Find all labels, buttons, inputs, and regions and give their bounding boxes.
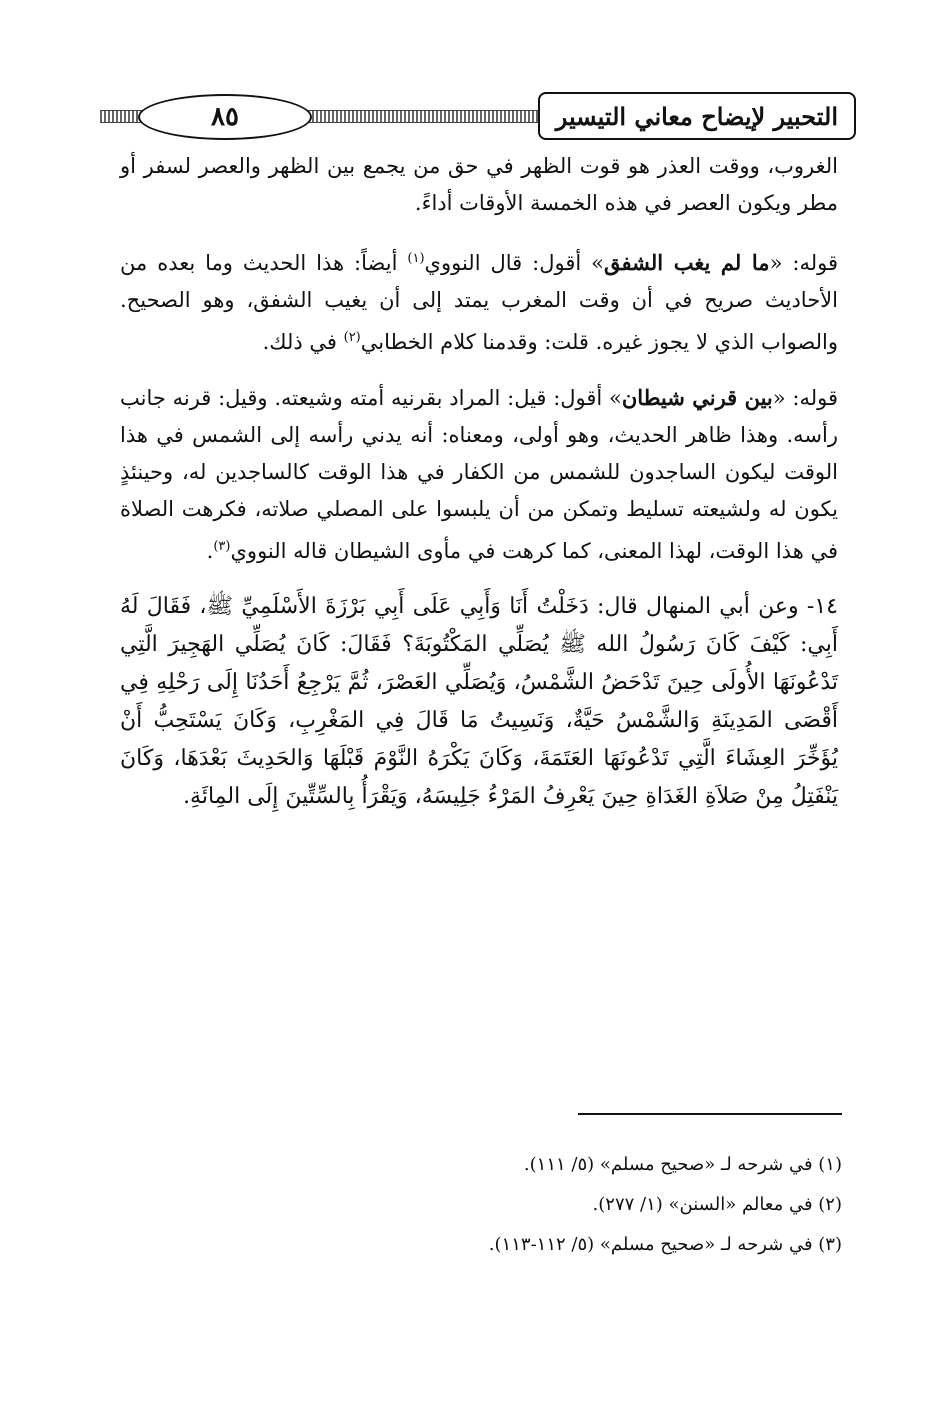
p2-intro: قوله: «	[769, 251, 838, 275]
running-header	[100, 92, 856, 146]
book-title: التحبير لإيضاح معاني التيسير	[538, 92, 856, 140]
p3-text-a: » أقول: قيل: المراد بقرنيه أمته وشيعته. وقيل: قرنه جانب رأسه. وهذا ظاهر الحديث، وهو أولى، ومعناه: أنه يدني رأسه إلى الشمس في هذا الوقت ليكون الساجدون للشمس من الكفار في هذا الوقت كالساجدين له، وحينئذٍ يكون له ولشيعته تسليط وتمكن من أن يلبسوا على المصلي صلاته، فكرهت الصلاة في هذا الوقت، لهذا المعنى، كما كرهت في مأوى الشيطان قاله النووي	[120, 386, 838, 563]
p2-text-a: » أقول: قال النووي	[424, 251, 605, 275]
p2-text-c: في ذلك.	[262, 330, 344, 354]
paragraph-1: الغروب، ووقت العذر هو قوت الظهر في حق من يجمع بين الظهر والعصر لسفر أو مطر ويكون العصر في هذه الخمسة الأوقات أداءً.	[120, 154, 838, 215]
paragraph-2	[120, 240, 838, 361]
p2-text-b: أيضاً: هذا الحديث وما بعده من الأحاديث صريح في أن وقت المغرب يمتد إلى أن يغيب الشفق، وهو الصحيح. والصواب الذي لا يجوز غيره. قلت: وقدمنا كلام الخطابي	[120, 251, 838, 354]
main-text	[120, 148, 838, 834]
p3-intro: قوله: «	[772, 386, 838, 410]
footnote-ref-2[interactable]: (٢)	[343, 330, 361, 345]
p3-text-b: .	[206, 539, 214, 563]
hadith-14	[120, 588, 838, 816]
hadith-lead: ١٤- وعن أبي المنهال قال:	[588, 594, 838, 619]
footnote-3: (٣) في شرحه لـ «صحيح مسلم» (٥/ ١١٢-١١٣).	[488, 1234, 842, 1255]
hadith-text: دَخَلْتُ أَنَا وَأَبِي عَلَى أَبِي بَرْزَةَ الأَسْلَمِيِّ ﷺ، فَقَالَ لَهُ أَبِي: كَيْفَ كَانَ رَسُولُ الله ﷺ يُصَلِّي المَكْتُوبَةَ؟ فَقَالَ: كَانَ يُصَلِّي الهَجِيرَ الَّتِي تَدْعُونَهَا الأُولَى حِينَ تَدْحَضُ الشَّمْسُ، وَيُصَلِّي العَصْرَ، ثُمَّ يَرْجِعُ أَحَدُنَا إِلَى رَحْلِهِ فِي أَقْصَى المَدِينَةِ وَالشَّمْسُ حَيَّةٌ، وَنَسِيتُ مَا قَالَ فِي المَغْرِبِ، وَكَانَ يَسْتَحِبُّ أَنْ يُؤَخِّرَ العِشَاءَ الَّتِي تَدْعُونَهَا العَتَمَةَ، وَكَانَ يَكْرَهُ النَّوْمَ قَبْلَهَا وَالحَدِيثَ بَعْدَهَا، وَكَانَ يَنْفَتِلُ مِنْ صَلاَةِ الغَدَاةِ حِينَ يَعْرِفُ المَرْءُ جَلِيسَهُ، وَيَقْرَأُ بِالسِّتِّينَ إِلَى المِائَةِ.	[120, 594, 838, 809]
page-number: ٨٥	[138, 94, 312, 140]
footnote-separator	[578, 1113, 842, 1115]
footnote-1: (١) في شرحه لـ «صحيح مسلم» (٥/ ١١١).	[523, 1154, 842, 1175]
footnotes	[120, 1145, 842, 1265]
footnote-ref-3[interactable]: (٣)	[213, 539, 231, 554]
footnote-ref-1[interactable]: (١)	[407, 251, 425, 266]
footnote-2: (٢) في معالم «السنن» (١/ ٢٧٧).	[592, 1194, 842, 1215]
p3-quote: بين قرني شيطان	[621, 385, 773, 410]
p2-quote: ما لم يغب الشفق	[604, 250, 770, 275]
paragraph-3	[120, 379, 838, 570]
